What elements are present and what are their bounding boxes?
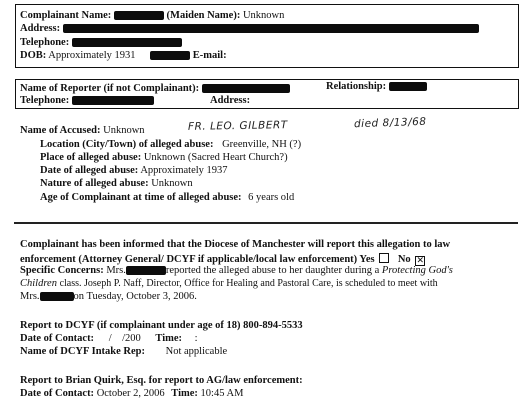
dcyf-rep-label: Name of DCYF Intake Rep: <box>20 346 146 357</box>
accused-name-row <box>20 126 145 137</box>
maiden-name-label: (Maiden Name): <box>166 10 241 21</box>
dob-value: Approximately 1931 <box>48 50 136 61</box>
nature-label: Nature of alleged abuse: <box>40 178 149 189</box>
telephone-label: Telephone: <box>20 37 70 48</box>
quirk-date-value: October 2, 2006 <box>96 388 165 399</box>
complainant-name-label: Complainant Name: <box>20 10 112 21</box>
date-row <box>40 166 228 177</box>
redaction <box>72 38 182 47</box>
nature-value: Unknown <box>151 178 193 189</box>
reporter-row <box>20 84 290 95</box>
address-row <box>20 24 479 35</box>
complainant-name-row <box>20 11 284 22</box>
dob-row <box>20 51 227 62</box>
place-value: Unknown (Sacred Heart Church?) <box>143 152 288 163</box>
concerns-mrs-2: Mrs. <box>20 291 40 302</box>
dcyf-time-label: Time: <box>155 333 183 344</box>
age-label: Age of Complainant at time of alleged abuse: <box>40 192 242 203</box>
age-value: 6 years old <box>248 192 295 203</box>
concerns-label: Specific Concerns: <box>20 265 104 276</box>
no-checkbox: ✕ <box>416 256 425 266</box>
dcyf-rep-value: Not applicable <box>165 346 228 357</box>
location-label: Location (City/Town) of alleged abuse: <box>40 139 214 150</box>
handwritten-death-note: died 8/13/68 <box>353 115 427 131</box>
accused-name-label: Name of Accused: <box>20 125 101 136</box>
nature-row <box>40 179 193 190</box>
redaction <box>63 24 479 33</box>
dcyf-date-row <box>20 334 198 345</box>
redaction <box>114 11 164 20</box>
address-label: Address: <box>20 23 61 34</box>
place-row <box>40 153 288 164</box>
concerns-line-2 <box>20 279 438 290</box>
dob-label: DOB: <box>20 50 47 61</box>
telephone-row <box>20 38 182 49</box>
redaction <box>389 82 427 91</box>
relationship-row <box>326 82 427 93</box>
dcyf-rep-row <box>20 347 227 358</box>
redaction <box>150 51 190 60</box>
concerns-italic-1: Protecting God's <box>381 265 453 276</box>
relationship-label: Relationship: <box>326 81 387 92</box>
date-value: Approximately 1937 <box>140 165 228 176</box>
reporter-telephone-row <box>20 96 154 107</box>
maiden-name-value: Unknown <box>242 10 285 21</box>
handwritten-accused-name: FR. LEO. GILBERT <box>187 119 288 133</box>
redaction <box>202 84 290 93</box>
notice-line-2-text: enforcement (Attorney General/ DCYF if applicable/local law enforcement) Yes <box>20 254 375 265</box>
quirk-date-label: Date of Contact: <box>20 388 95 399</box>
place-label: Place of alleged abuse: <box>40 152 142 163</box>
dcyf-date-label: Date of Contact: <box>20 333 95 344</box>
accused-name-value: Unknown <box>103 125 145 136</box>
concerns-text-2: class. Joseph P. Naff, Director, Office for Healing and Pastoral Care, is scheduled to meet with <box>59 278 438 289</box>
concerns-text-3: on Tuesday, October 3, 2006. <box>73 291 197 302</box>
dcyf-report-label: Report to DCYF (if complainant under age of 18) 800-894-5533 <box>20 320 303 331</box>
notice-line-1: Complainant has been informed that the Diocese of Manchester will report this allegation to law <box>20 239 451 250</box>
redaction <box>126 266 166 275</box>
quirk-report-label: Report to Brian Quirk, Esq. for report to AG/law enforcement: <box>20 375 303 386</box>
redaction <box>40 292 74 301</box>
reporter-address-label: Address: <box>210 95 251 106</box>
email-label: E-mail: <box>192 50 227 61</box>
date-label: Date of alleged abuse: <box>40 165 139 176</box>
quirk-time-label: Time: <box>171 388 198 399</box>
yes-checkbox <box>379 253 389 263</box>
location-row <box>40 140 301 151</box>
section-divider <box>14 222 518 224</box>
concerns-italic-2: Children <box>20 278 57 289</box>
age-row <box>40 193 294 204</box>
concerns-text-1: reported the alleged abuse to her daughter during a <box>165 265 380 276</box>
quirk-time-value: 10:45 AM <box>200 388 244 399</box>
no-label: No <box>397 254 411 265</box>
location-value: Greenville, NH (?) <box>222 139 302 150</box>
dcyf-time-value: : <box>194 333 198 344</box>
reporter-telephone-label: Telephone: <box>20 95 70 106</box>
dcyf-date-value: / /200 <box>108 333 141 344</box>
concerns-line-3 <box>20 292 197 303</box>
concerns-mrs-1: Mrs. <box>106 265 126 276</box>
redaction <box>72 96 154 105</box>
concerns-line-1 <box>20 266 453 277</box>
reporter-label: Name of Reporter (if not Complainant): <box>20 83 200 94</box>
quirk-date-row <box>20 389 243 400</box>
